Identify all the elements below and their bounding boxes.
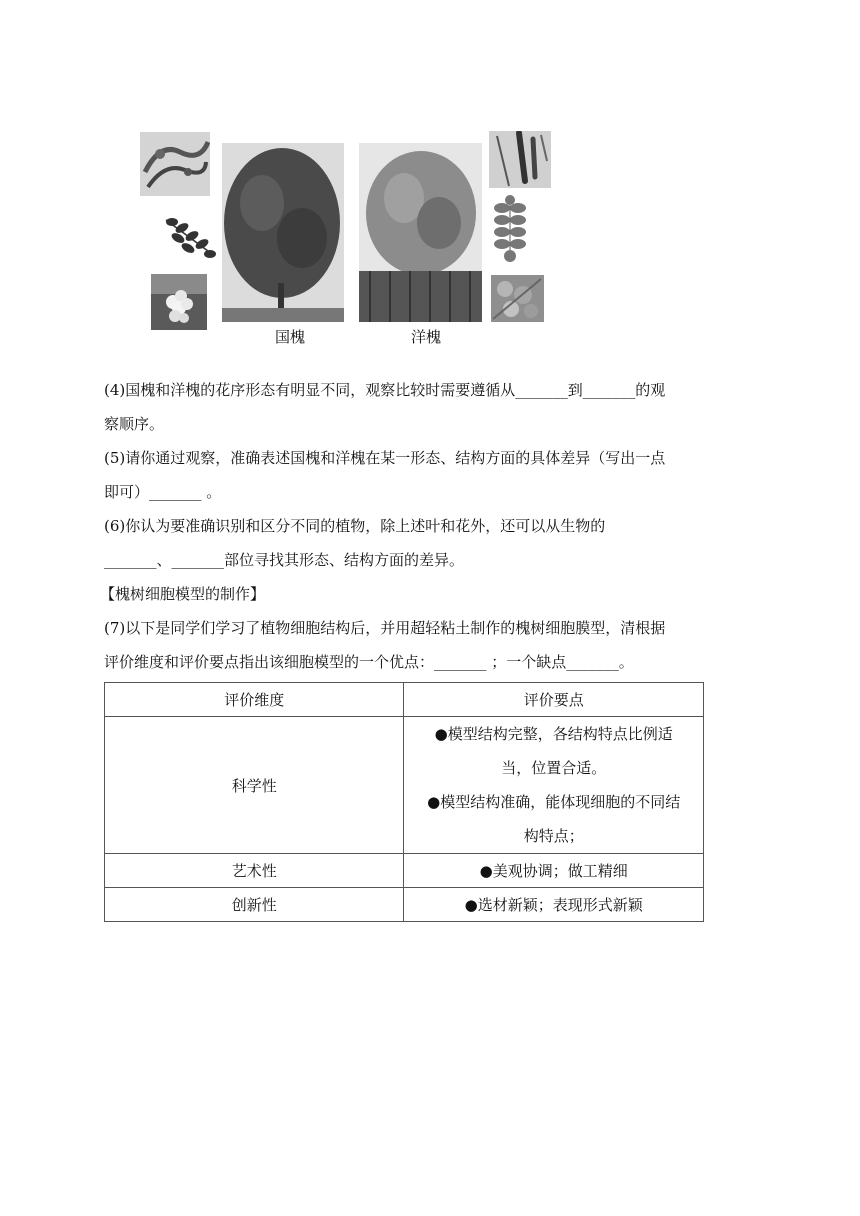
point-line: 当，位置合适。 <box>501 759 607 777</box>
leaf-photo-graphic <box>493 194 527 264</box>
question-5-line-1: (5)请你通过观察，准确表述国槐和洋槐在某一形态、结构方面的具体差异（写出一点 <box>104 449 666 467</box>
point-line: ●模型结构完整，各结构特点比例适 <box>434 725 673 743</box>
row-artistic-dimension: 艺术性 <box>105 854 404 888</box>
evaluation-table <box>104 682 704 922</box>
header-dimension-cell: 评价维度 <box>105 683 404 717</box>
guohuai-tree-photo <box>222 143 344 322</box>
question-6-line-1: (6)你认为要准确识别和区分不同的植物，除上述叶和花外，还可以从生物的 <box>104 517 606 535</box>
guohuai-leaf-photo <box>160 210 218 262</box>
point-line: ●模型结构准确，能体现细胞的不同结 <box>427 793 681 811</box>
table-header-row <box>105 683 704 717</box>
row-artistic-points: ●美观协调；做工精细 <box>404 854 704 888</box>
point-line: 构特点； <box>523 827 584 845</box>
row-innovation-points: ●选材新颖；表现形式新颖 <box>404 888 704 922</box>
row-scientific-points <box>404 717 704 854</box>
question-4-line-1: (4)国槐和洋槐的花序形态有明显不同，观察比较时需要遵循从_______到_______的观 <box>104 381 666 399</box>
section-title-text: 【槐树细胞模型的制作】 <box>100 585 266 603</box>
flower-photo-graphic <box>491 275 544 322</box>
question-6-line-2: _______、_______部位寻找其形态、结构方面的差异。 <box>104 551 465 569</box>
question-5-line-2: 即可）_______ 。 <box>104 483 222 501</box>
table-row <box>105 717 704 854</box>
row-scientific-dimension: 科学性 <box>105 717 404 854</box>
table-row <box>105 854 704 888</box>
leaf-photo-graphic <box>160 210 218 262</box>
yanghuai-leaf-photo <box>493 194 527 264</box>
question-4-line-2: 察顺序。 <box>104 415 165 433</box>
flower-photo-graphic <box>151 274 207 330</box>
section-title <box>100 577 750 611</box>
pod-photo-graphic <box>140 132 210 196</box>
caption-yanghuai: 洋槐 <box>411 328 442 346</box>
tree-photo-graphic <box>222 143 344 322</box>
guohuai-flower-photo <box>151 274 207 330</box>
question-7-line-1: (7)以下是同学们学习了植物细胞结构后，并用超轻粘土制作的槐树细胞膜型，清根据 <box>104 619 666 637</box>
question-7-line-2: 评价维度和评价要点指出该细胞模型的一个优点：_______ ；一个缺点_______。 <box>104 653 634 671</box>
yanghuai-tree-photo <box>359 143 482 322</box>
yanghuai-flower-photo <box>491 275 544 322</box>
tree-photo-graphic <box>359 143 482 322</box>
pod-photo-graphic <box>489 131 551 188</box>
caption-guohuai: 国槐 <box>275 328 306 346</box>
header-points-cell: 评价要点 <box>404 683 704 717</box>
question-7 <box>104 611 754 679</box>
guohuai-pod-photo <box>140 132 210 196</box>
row-innovation-dimension: 创新性 <box>105 888 404 922</box>
question-4 <box>104 373 754 441</box>
yanghuai-pod-photo <box>489 131 551 188</box>
question-6 <box>104 509 754 577</box>
table-row <box>105 888 704 922</box>
question-5 <box>104 441 754 509</box>
tree-comparison-figure <box>0 0 860 360</box>
